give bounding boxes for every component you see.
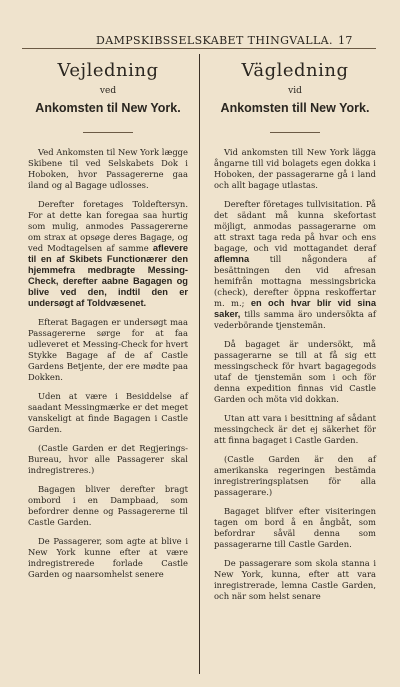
right-paragraph-3: Då bagaget är undersökt, må passagerarne se till at få sig ett messingscheck för hvart bagagegods utaf de tjenstemän som i och för denna expedition finnas vid Castle Garden och möta vid dokkan. [214,339,376,404]
right-p2-bold-b: en och hvar blir vid sina saker, [214,298,376,319]
left-paragraph-5: (Castle Garden er det Regjerings-Bureau, hvor alle Passagerer skal indregistreres.) [28,443,188,475]
left-paragraph-3: Efterat Bagagen er undersøgt maa Passagererne sørge for at faa udleveret et Messing-Check for hvert Stykke Bagage af de af Castle Gardens Betjente, der ere mødte paa Dokken. [28,317,188,382]
right-p2-text-a: Derefter företages tullvisitation. På det sädant må kunna skefortast möjligt, anmodas passagerarne om att straxt taga reda på hvar och ens bagage, och vid mottagandet deraf [214,199,376,253]
right-paragraph-4: Utan att vara i besittning af sådant messingcheck är det ej säkerhet för att finna bagaget i Castle Garden. [214,413,376,445]
left-paragraph-7: De Passagerer, som agte at blive i New York kunne efter at være indregistrerede forlade Castle Garden og naarsomhelst senere [28,536,188,579]
right-paragraph-1: Vid ankomsten till New York lägga ångarne till vid bolagets egen dokka i Hoboken, der passagerarne gå i land och allt bagage utlastas. [214,147,376,190]
right-short-rule [270,132,320,133]
swedish-column [214,60,376,610]
left-sub: ved [99,86,117,96]
right-title: Vägledning [241,60,349,81]
left-p2-text: Derefter foretages Toldeftersyn. For at dette kan foregaa saa hurtig som mulig, anmodes Passagererne om strax at opsøge deres Bagage, og ved Modtagelsen af samme [28,199,188,253]
header-title: DAMPSKIBSSELSKABET THINGVALLA. [96,34,333,47]
right-paragraph-6: Bagaget blifver efter visiteringen tagen om bord å en ångbåt, som befordrar såväl denna som passagerarne till Castle Garden. [214,506,376,549]
right-paragraph-5: (Castle Garden är den af amerikanska regeringen bestämda inregistreringsplatsen för alla passagerare.) [214,454,376,497]
right-p2-text-c: till någondera af besättningen den vid afresan hemifrån mottagna messingsbricka (check), derefter öppna reskoffertar m. m.; [214,254,376,308]
right-p2-text-e: tills samma äro undersökta af vederbörande tjenstemän. [214,309,376,330]
left-paragraph-6: Bagagen bliver derefter bragt ombord i en Dampbaad, som befordrer denne og Passagererne til Castle Garden. [28,484,188,527]
left-p2-bold: aflevere til en af Skibets Functionærer den hjemmefra medbragte Messing-Check, derefter aabne Bagagen og blive ved den, indtil den er undersøgt af Toldvæsenet. [28,243,188,308]
right-p2-bold-a: aflemna [214,254,250,264]
left-paragraph-4: Uden at være i Besiddelse af saadant Messingmærke er det meget vanskeligt at finde Bagagen i Castle Garden. [28,391,188,434]
page-number: 17 [338,34,353,47]
right-paragraph-2 [214,199,376,331]
right-paragraph-7: De passagerare som skola stanna i New York, kunna, efter att vara inregistrerade, lemna Castle Garden, och när som helst senare [214,558,376,601]
left-heading: Ankomsten til New York. [35,101,181,115]
left-paragraph-1: Ved Ankomsten til New York lægge Skibene til ved Selskabets Dok i Hoboken, hvor Passagererne gaa iland og al Bagage udlosses. [28,147,188,190]
left-title: Vejledning [57,60,159,81]
left-short-rule [83,132,133,133]
danish-column [28,60,188,588]
header-rule [22,48,376,49]
right-sub: vid [288,86,302,96]
right-heading: Ankomsten till New York. [220,101,370,115]
left-paragraph-2 [28,199,188,309]
column-divider [199,54,200,674]
